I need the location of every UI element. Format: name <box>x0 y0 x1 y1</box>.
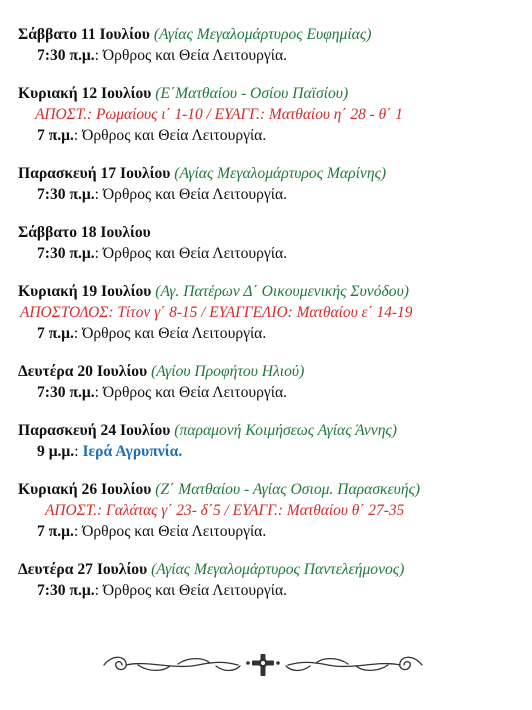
schedule-entry <box>18 420 532 462</box>
entry-service <box>18 45 532 66</box>
entry-date: Δευτέρα 20 Ιουλίου <box>18 363 148 380</box>
entry-date: Δευτέρα 27 Ιουλίου <box>18 561 148 578</box>
entry-readings: ΑΠΟΣΤΟΛΟΣ: Τίτον γ΄ 8-15 / ΕΥΑΓΓΕΛΙΟ: Ματθαίου ε΄ 14-19 <box>20 304 413 321</box>
service-time: 7:30 π.μ. <box>37 384 95 401</box>
entry-date: Σάββατο 18 Ιουλίου <box>18 224 151 241</box>
service-time: 9 μ.μ. <box>37 443 75 460</box>
service-description: : Όρθρος και Θεία Λειτουργία. <box>94 186 288 203</box>
entry-date: Παρασκευή 17 Ιουλίου <box>18 165 171 182</box>
entry-date: Παρασκευή 24 Ιουλίου <box>18 422 171 439</box>
service-description: : Όρθρος και Θεία Λειτουργία. <box>73 127 267 144</box>
entry-heading <box>18 24 532 45</box>
entry-feast: (Ε΄Ματθαίου - Οσίου Παϊσίου) <box>155 85 349 102</box>
entry-readings: ΑΠΟΣΤ.: Γαλάτας γ΄ 23- δ΄5 / ΕΥΑΓΓ.: Ματθαίου θ΄ 27-35 <box>45 502 405 519</box>
service-description: : Όρθρος και Θεία Λειτουργία. <box>94 47 288 64</box>
entry-date: Σάββατο 11 Ιουλίου <box>18 26 150 43</box>
entry-service <box>18 243 532 264</box>
entry-heading <box>18 281 532 302</box>
entry-feast: (παραμονή Κοιμήσεως Αγίας Άννης) <box>174 422 397 439</box>
entry-service <box>18 382 532 403</box>
schedule-entry <box>18 163 532 205</box>
service-description: : Όρθρος και Θεία Λειτουργία. <box>73 325 267 342</box>
entry-readings: ΑΠΟΣΤ.: Ρωμαίους ι΄ 1-10 / ΕΥΑΓΓ.: Ματθαίου η΄ 28 - θ΄ 1 <box>35 106 403 123</box>
entry-date: Κυριακή 19 Ιουλίου <box>18 283 152 300</box>
service-time: 7:30 π.μ. <box>37 186 95 203</box>
entry-heading <box>18 222 532 243</box>
entry-service <box>18 580 532 601</box>
entry-heading <box>18 361 532 382</box>
entry-service <box>18 125 532 146</box>
entry-feast: (Αγίου Προφήτου Ηλιού) <box>151 363 305 380</box>
service-description: : <box>74 443 79 460</box>
service-time: 7 π.μ. <box>37 325 74 342</box>
entry-service <box>18 521 532 542</box>
schedule-entry <box>18 559 532 601</box>
entry-heading <box>18 479 532 500</box>
service-highlight: Ιερά Αγρυπνία. <box>82 443 183 460</box>
entry-heading <box>18 420 532 441</box>
entry-date: Κυριακή 26 Ιουλίου <box>18 481 152 498</box>
schedule-entry <box>18 24 532 66</box>
entry-feast: (Αγίας Μεγαλομάρτυρος Μαρίνης) <box>174 165 387 182</box>
entry-service <box>18 441 532 462</box>
entry-feast: (Ζ΄ Ματθαίου - Αγίας Οσιομ. Παρασκευής) <box>155 481 421 498</box>
schedule-entry <box>18 361 532 403</box>
schedule-entry <box>18 479 532 542</box>
entry-feast: (Αγίας Μεγαλομάρτυρος Ευφημίας) <box>153 26 372 43</box>
service-description: : Όρθρος και Θεία Λειτουργία. <box>94 245 288 262</box>
schedule-entry <box>18 222 532 264</box>
service-description: : Όρθρος και Θεία Λειτουργία. <box>73 523 267 540</box>
entry-heading <box>18 83 532 104</box>
entry-service <box>18 323 532 344</box>
service-time: 7:30 π.μ. <box>37 582 95 599</box>
service-time: 7:30 π.μ. <box>37 245 95 262</box>
entry-date: Κυριακή 12 Ιουλίου <box>18 85 152 102</box>
schedule-entry <box>18 83 532 146</box>
service-time: 7:30 π.μ. <box>37 47 95 64</box>
entry-feast: (Αγ. Πατέρων Δ΄ Οικουμενικής Συνόδου) <box>155 283 409 300</box>
service-time: 7 π.μ. <box>37 127 74 144</box>
service-description: : Όρθρος και Θεία Λειτουργία. <box>94 582 288 599</box>
service-description: : Όρθρος και Θεία Λειτουργία. <box>94 384 288 401</box>
entry-feast: (Αγίας Μεγαλομάρτυρος Παντελεήμονος) <box>151 561 405 578</box>
schedule-entry <box>18 281 532 344</box>
entry-heading <box>18 559 532 580</box>
service-time: 7 π.μ. <box>37 523 74 540</box>
entry-heading <box>18 163 532 184</box>
entry-service <box>18 184 532 205</box>
ornamental-divider-icon <box>98 652 428 678</box>
